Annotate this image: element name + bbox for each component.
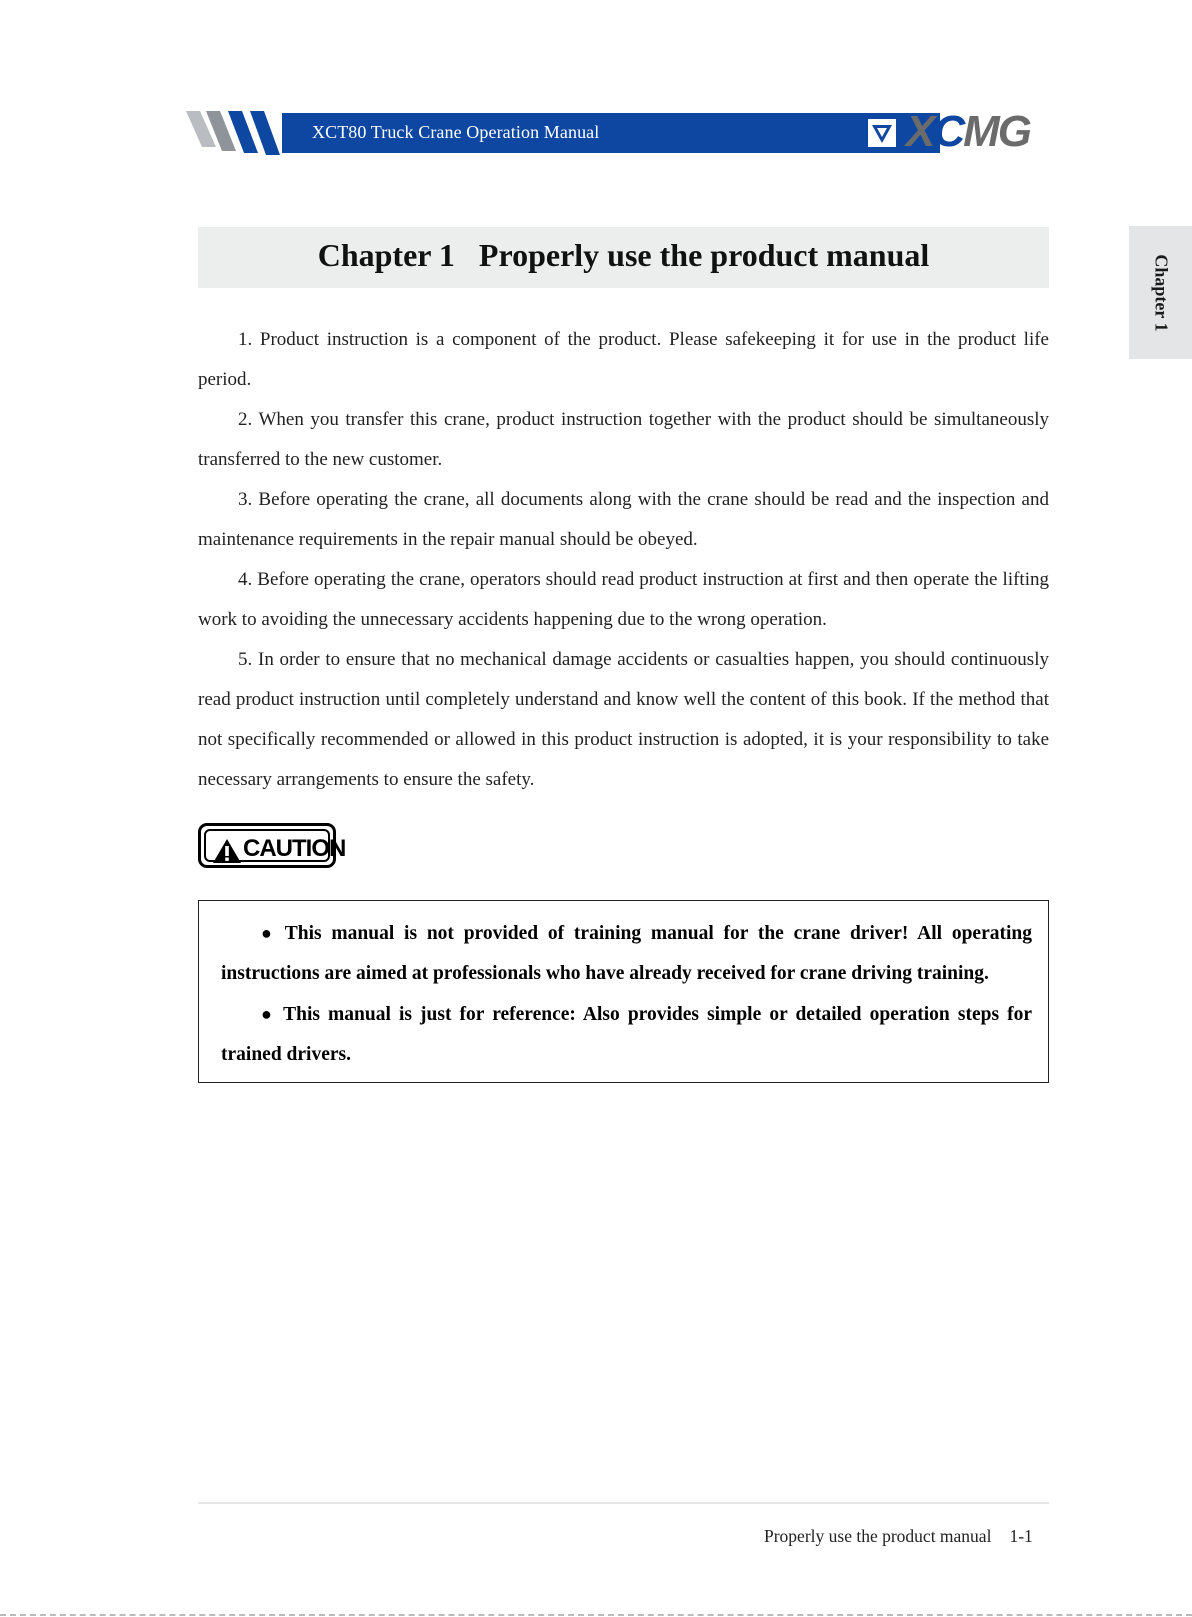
xcmg-emblem-icon: [862, 111, 902, 155]
manual-title: XCT80 Truck Crane Operation Manual: [312, 122, 600, 142]
page-footer: [764, 1526, 1033, 1547]
page-header: [186, 107, 1054, 156]
notice-item: [221, 994, 1032, 1075]
bullet-icon: ●: [261, 923, 277, 943]
paragraph-5: 5. In order to ensure that no mechanical damage accidents or casualties happen, you should continuously read product instruction until completely understand and know well the content of this book. If the method that not specifically recommended or allowed in this product instruction is adopted, it is your responsibility to take necessary arrangements to ensure the safety.: [198, 649, 1049, 790]
paragraph-3: 3. Before operating the crane, all documents along with the crane should be read and the inspection and maintenance requirements in the repair manual should be obeyed.: [198, 489, 1049, 550]
side-tab-label: Chapter 1: [1151, 253, 1171, 332]
logo-letter-c: C: [933, 107, 964, 156]
caution-notice-box: [198, 900, 1049, 1083]
diagonal-stripes-icon: [186, 111, 286, 155]
caution-text: CAUTION: [243, 835, 346, 862]
caution-label-box: [198, 823, 346, 868]
notice-2: This manual is just for reference: Also provides simple or detailed operation steps for trained drivers.: [221, 1004, 1033, 1065]
chapter-side-tab: [1129, 226, 1192, 359]
logo-letter-x: X: [906, 107, 934, 156]
warning-triangle-icon: [212, 838, 242, 864]
page-number: 1-1: [1009, 1526, 1033, 1546]
caution-notice-text: [221, 913, 1032, 1075]
bullet-icon: ●: [261, 1004, 276, 1024]
paragraph-1: 1. Product instruction is a component of the product. Please safekeeping it for use in the product life period.: [198, 329, 1049, 390]
chapter-heading-box: [198, 227, 1049, 288]
logo-letters-mg: MG: [963, 107, 1031, 156]
paragraph-2: 2. When you transfer this crane, product instruction together with the product should be simultaneously transferred to the new customer.: [198, 409, 1049, 470]
header-bar: [282, 113, 940, 153]
paragraph-4: 4. Before operating the crane, operators should read product instruction at first and then operate the lifting work to avoiding the unnecessary accidents happening due to the wrong operation.: [198, 569, 1049, 630]
notice-item: [221, 913, 1032, 994]
footer-divider: [198, 1502, 1049, 1504]
footer-section-title: Properly use the product manual: [764, 1526, 992, 1546]
xcmg-logo: [862, 107, 1054, 156]
page-bottom-edge: [0, 1614, 1192, 1616]
caution-inner-border: [204, 829, 346, 862]
chapter-title: Chapter 1 Properly use the product manual: [317, 237, 930, 273]
notice-1: This manual is not provided of training manual for the crane driver! All operating instructions are aimed at professionals who have already received for crane driving training.: [221, 923, 1032, 984]
logo-wordmark: [906, 107, 1030, 157]
body-text: [198, 320, 1049, 800]
